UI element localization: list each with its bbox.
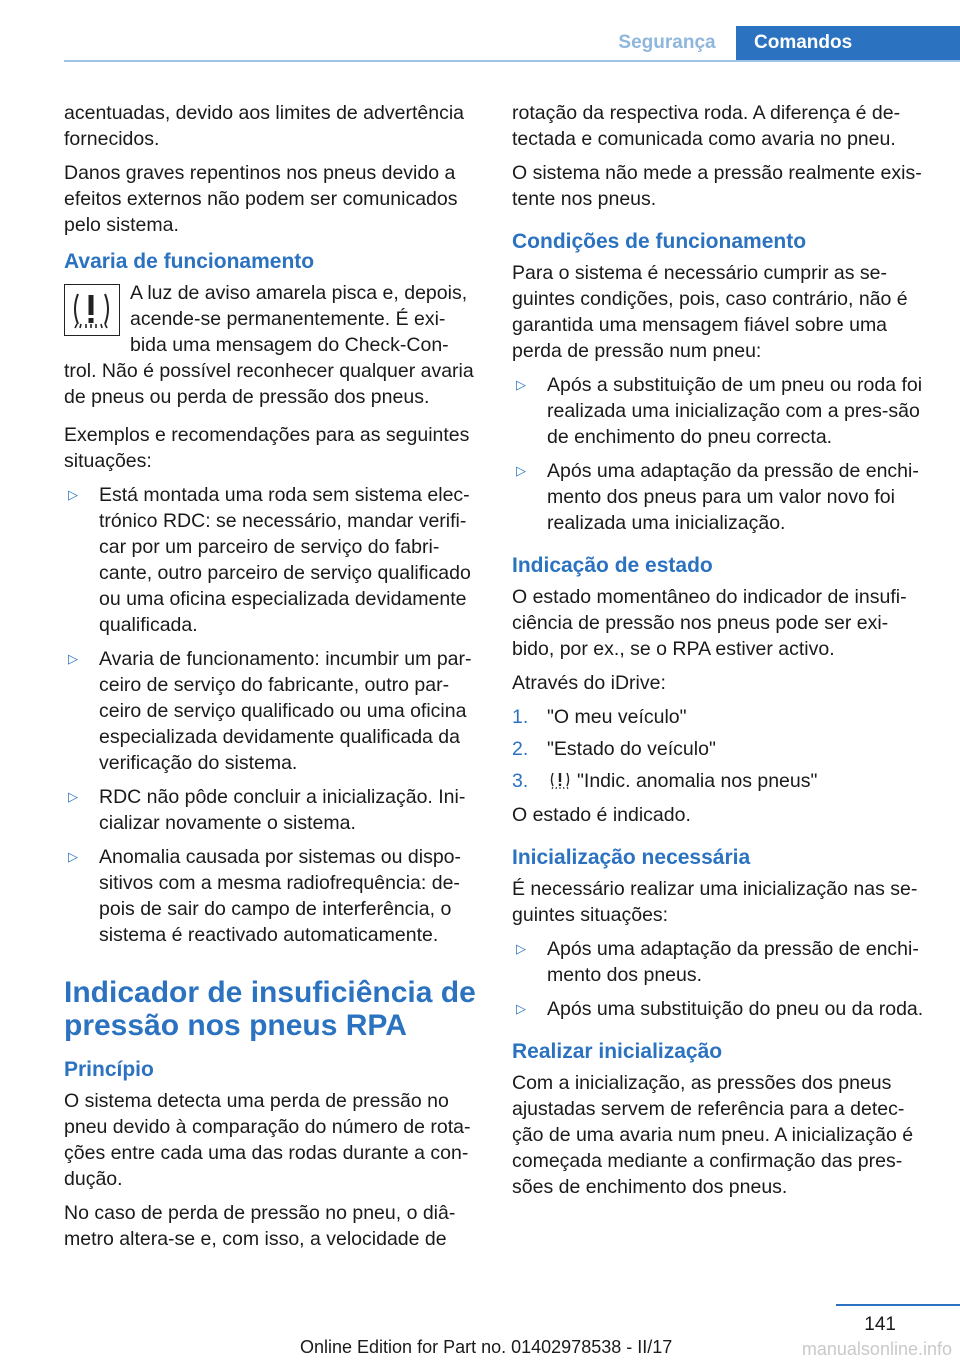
edition-note: Online Edition for Part no. 01402978538 - II/17	[300, 1337, 673, 1357]
paragraph: Exemplos e recomendações para as seguintes situações:	[64, 424, 470, 472]
paragraph: Com a inicialização, as pressões dos pneus ajustadas servem de referência para a detec-ção de uma avaria num pneu. A inicialização é começada mediante a confirmação das pres-sões de enchimento dos pneus.	[512, 1072, 914, 1198]
tab-safety[interactable]: Segurança	[618, 32, 716, 53]
heading-principle: Princípio	[64, 1058, 154, 1081]
list-item: 3. "Indic. anomalia nos pneus"	[512, 770, 818, 792]
heading-fault: Avaria de funcionamento	[64, 250, 315, 273]
paragraph: No caso de perda de pressão no pneu, o diâ-metro altera-se e, com isso, a velocidade de	[64, 1202, 456, 1250]
paragraph: O estado momentâneo do indicador de insufi-ciência de pressão nos pneus pode ser exi-bido, por ex., se o RPA estiver activo.	[512, 586, 907, 660]
section-title-rpa: Indicador de insuficiência de pressão nos pneus RPA	[64, 976, 476, 1042]
triangle-right-icon: ▷	[68, 789, 78, 804]
paragraph: O sistema detecta uma perda de pressão no pneu devido à comparação do número de rota-ções entre cada uma das rodas durante a con-dução.	[64, 1090, 471, 1190]
list-item: 1. "O meu veículo"	[512, 706, 687, 728]
triangle-right-icon: ▷	[68, 651, 78, 666]
paragraph: O sistema não mede a pressão realmente exis-tente nos pneus.	[512, 162, 922, 210]
idrive-steps	[512, 704, 928, 794]
heading-conditions: Condições de funcionamento	[512, 230, 807, 253]
tire-pressure-warning-icon	[547, 770, 573, 790]
triangle-right-icon: ▷	[516, 463, 526, 478]
tire-pressure-warning-icon	[64, 284, 120, 336]
heading-status: Indicação de estado	[512, 554, 713, 577]
header-rule	[64, 60, 960, 62]
init-list	[512, 936, 928, 1022]
right-column	[512, 100, 928, 1208]
left-column	[64, 100, 480, 1260]
examples-list	[64, 482, 480, 948]
heading-perform: Realizar inicialização	[512, 1040, 723, 1063]
paragraph: Através do iDrive:	[512, 672, 666, 694]
list-item: 2. "Estado do veículo"	[512, 738, 716, 760]
paragraph: É necessário realizar uma inicialização nas se-guintes situações:	[512, 878, 918, 926]
heading-init-needed: Inicialização necessária	[512, 846, 751, 869]
watermark: manualsonline.info	[801, 1339, 952, 1359]
list-item: ▷ Após uma adaptação da pressão de enchi-mento dos pneus para um valor novo foi realizada uma inicialização.	[516, 460, 919, 534]
triangle-right-icon: ▷	[68, 487, 78, 502]
triangle-right-icon: ▷	[516, 377, 526, 392]
fault-block	[64, 280, 480, 410]
list-item: ▷ Anomalia causada por sistemas ou dispo-sitivos com a mesma radiofrequência: de-pois de sair do campo de interferência, o sistema é reactivado automaticamente.	[68, 846, 462, 946]
list-item: ▷ Após uma substituição do pneu ou da roda.	[516, 998, 924, 1020]
triangle-right-icon: ▷	[516, 941, 526, 956]
paragraph: O estado é indicado.	[512, 804, 691, 826]
list-item: ▷ Está montada uma roda sem sistema elec-trónico RDC: se necessário, mandar verifi-car por um parceiro de serviço do fabri-cante, outro parceiro de serviço qualificado ou uma oficina especializada devidamente qualificada.	[68, 484, 471, 636]
conditions-list	[512, 372, 928, 536]
list-item: ▷ Avaria de funcionamento: incumbir um par-ceiro de serviço do fabricante, outro par-ceiro de serviço qualificado ou uma oficina especializada devidamente qualificada da verificação do sistema.	[68, 648, 472, 774]
page-number: 141	[864, 1314, 896, 1335]
fault-text: A luz de aviso amarela pisca e, depois, acende-se permanentemente. É exi-bida uma mensagem do Check-Con-trol. Não é possível reconhecer qualquer avaria de pneus ou perda de pressão dos pneus.	[64, 282, 474, 408]
list-item: ▷ Após uma adaptação da pressão de enchi-mento dos pneus.	[516, 938, 919, 986]
paragraph: acentuadas, devido aos limites de advertência fornecidos.	[64, 102, 464, 150]
tab-controls[interactable]: Comandos	[736, 26, 960, 62]
paragraph: Danos graves repentinos nos pneus devido a efeitos externos não podem ser comunicados pelo sistema.	[64, 162, 458, 236]
paragraph: Para o sistema é necessário cumprir as se-guintes condições, pois, caso contrário, não é garantida uma mensagem fiável sobre uma perda de pressão num pneu:	[512, 262, 908, 362]
list-item: ▷ Após a substituição de um pneu ou roda foi realizada uma inicialização com a pres-são de enchimento do pneu correcta.	[516, 374, 923, 448]
triangle-right-icon: ▷	[68, 849, 78, 864]
list-item: ▷ RDC não pôde concluir a inicialização. Ini-cializar novamente o sistema.	[68, 786, 466, 834]
paragraph: rotação da respectiva roda. A diferença é de-tectada e comunicada como avaria no pneu.	[512, 102, 901, 150]
triangle-right-icon: ▷	[516, 1001, 526, 1016]
page-number-rule	[836, 1304, 960, 1306]
